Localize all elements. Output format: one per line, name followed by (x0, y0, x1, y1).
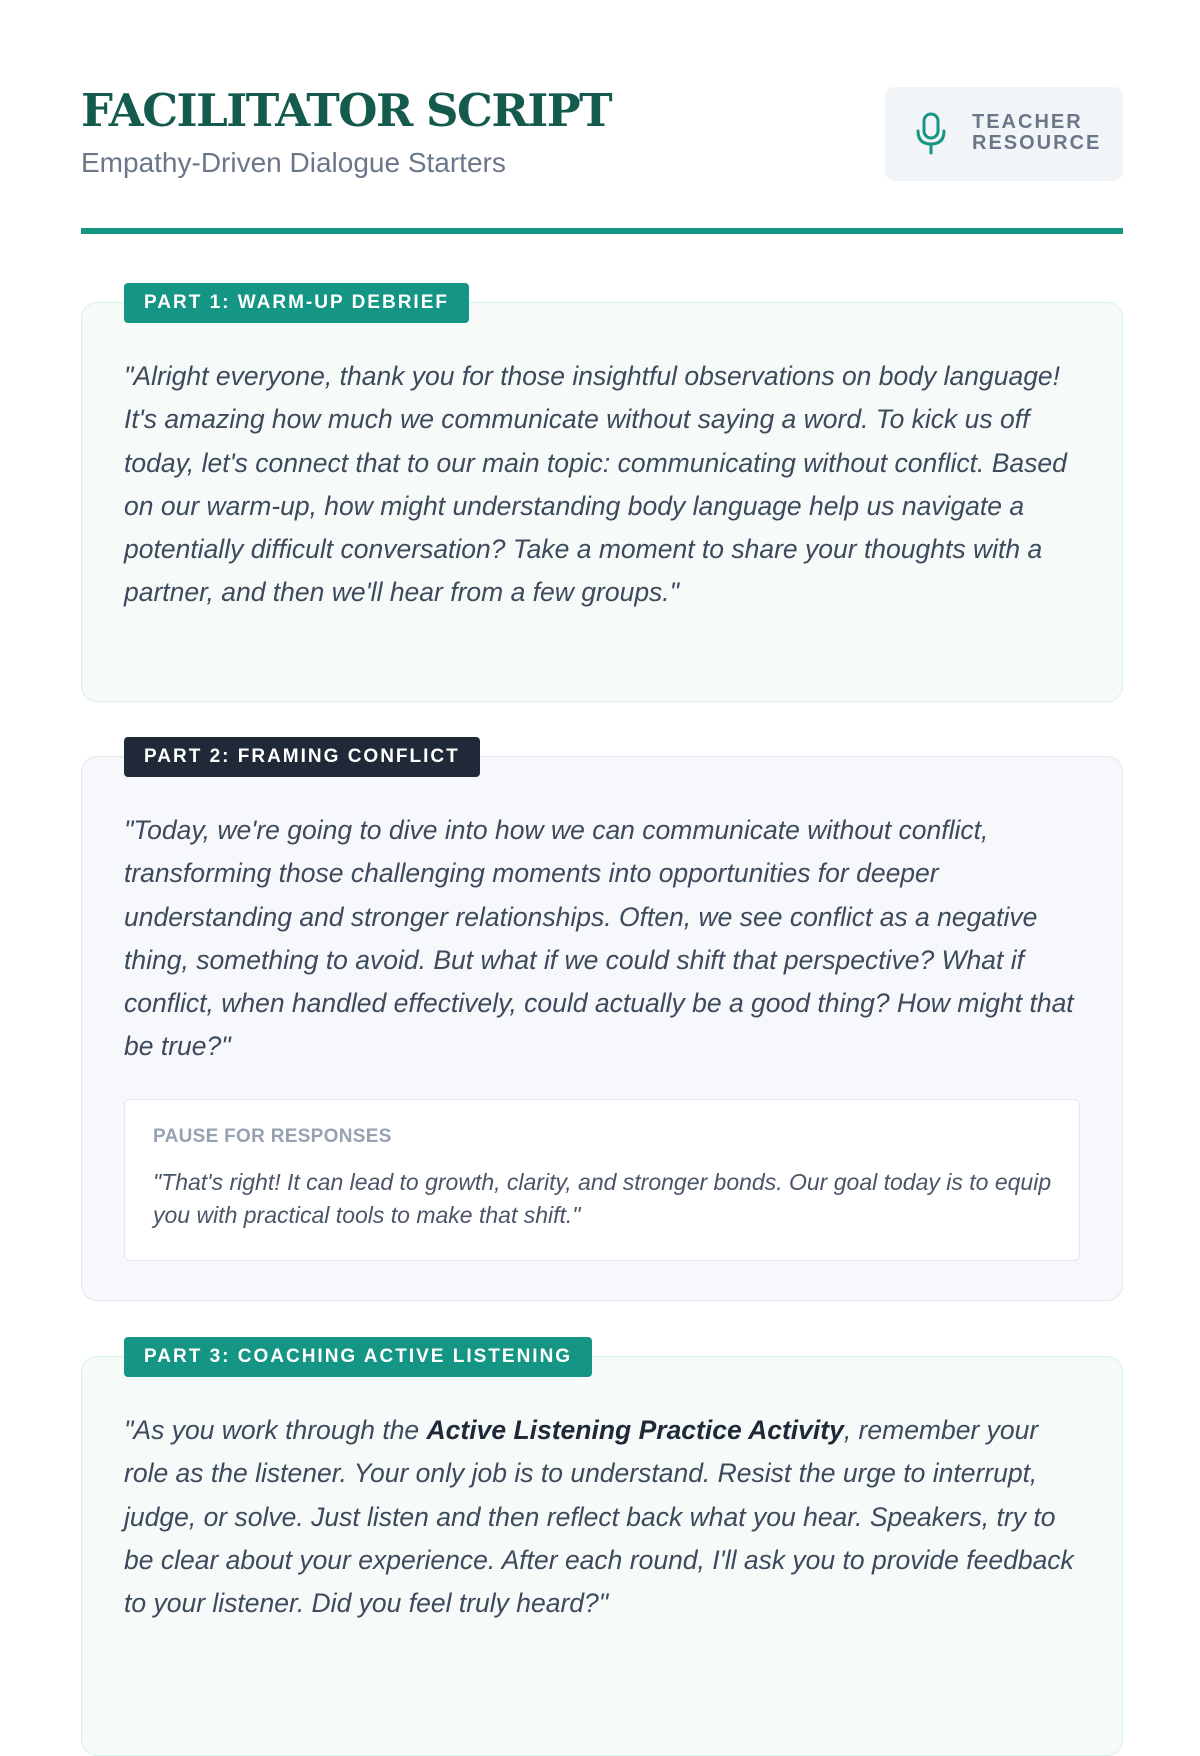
section-label: PART 1: WARM-UP DEBRIEF (124, 283, 469, 323)
script-quote: "Alright everyone, thank you for those insightful observations on body language! It's amazing how much we communicate without saying a word. To kick us off today, let's connect that to our main topic: communicating without conflict. Based on our warm-up, how might understanding body language help us navigate a potentially difficult conversation? Take a moment to share your thoughts with a partner, and then we'll hear from a few groups." (124, 361, 1067, 608)
page-header (81, 85, 1123, 185)
badge-label-line2: RESOURCE (972, 132, 1102, 154)
section-coaching-active-listening (81, 1346, 1123, 1756)
teacher-resource-badge (885, 87, 1123, 181)
section-label: PART 2: FRAMING CONFLICT (124, 737, 480, 777)
badge-label-line1: TEACHER (972, 111, 1083, 133)
quote-text-end: , remember your role as the listener. Your only job is to understand. Resist the urge to interrupt, judge, or solve. Just listen and then reflect back what you hear. Speakers, try to be clear about your experience. After each round, I'll ask you to provide feedback to your listener. Did you feel truly heard?" (124, 1415, 1074, 1619)
header-divider (81, 228, 1123, 234)
section-warm-up-debrief (81, 292, 1123, 702)
section-framing-conflict (81, 746, 1123, 1301)
activity-name-emphasis: Active Listening Practice Activity (426, 1415, 844, 1445)
pause-quote: "That's right! It can lead to growth, clarity, and stronger bonds. Our goal today is to equip you with practical tools to make that shift." (153, 1169, 1052, 1228)
script-quote: "Today, we're going to dive into how we can communicate without conflict, transforming those challenging moments into opportunities for deeper understanding and stronger relationships. Often, we see conflict as a negative thing, something to avoid. But what if we could shift that perspective? What if conflict, when handled effectively, could actually be a good thing? How might that be true?" (124, 815, 1074, 1062)
badge-label (972, 112, 1101, 154)
page-title: FACILITATOR SCRIPT (81, 84, 612, 137)
quote-text-start: "As you work through the (124, 1415, 427, 1445)
microphone-icon (913, 112, 949, 156)
pause-label: PAUSE FOR RESPONSES (153, 1126, 392, 1147)
page-subtitle: Empathy-Driven Dialogue Starters (81, 147, 506, 178)
pause-for-responses-box (124, 1099, 1080, 1261)
section-label: PART 3: COACHING ACTIVE LISTENING (124, 1337, 592, 1377)
script-quote (124, 1409, 1084, 1625)
